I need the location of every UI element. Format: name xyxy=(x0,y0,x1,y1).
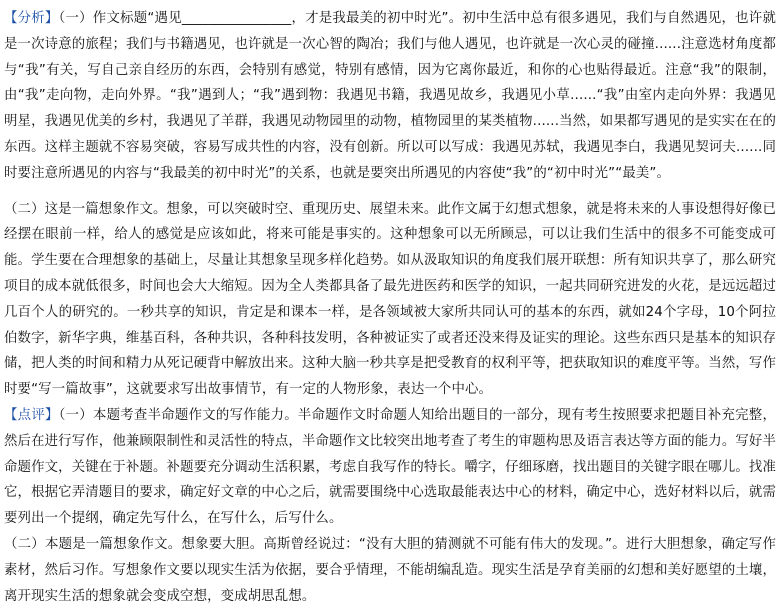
comment-paragraph-1 xyxy=(4,403,776,532)
analysis-paragraph-1 xyxy=(4,6,776,187)
analysis-text-1: （一）作文标题“遇见________________，才是我最美的初中时光”。初中生活中总有很多遇见，我们与自然遇见，也许就是一次诗意的旅程；我们与书籍遇见，也许就是一次心智的陶冶；我们与他人遇见，也许就是一次心灵的碰撞......注意选材角度都与“我”有关，写自己亲自经历的东西，会特别有感觉，特别有感情，因为它离你最近，和你的心也贴得最近。注意“我”的限制，由“我”走向物，走向外界。“我”遇到人；“我”遇到物：我遇见书籍，我遇见故乡，我遇见小草......“我”由室内走向外界：我遇见明星，我遇见优美的乡村，我遇见了羊群，我遇见动物园里的动物，植物园里的某类植物......当然，如果都写遇见的是实实在在的东西。这样主题就不容易突破，容易写成共性的内容，没有创新。所以可以写成：我遇见苏轼，我遇见李白，我遇见契诃夫......同时要注意所遇见的内容与“我最美的初中时光”的关系，也就是要突出所遇见的内容使“我”的“初中时光”“最美”。 xyxy=(4,11,776,181)
paragraph-spacer xyxy=(4,187,776,197)
analysis-text-2: （二）这是一篇想象作文。想象，可以突破时空、重现历史、展望未来。此作文属于幻想式想象，就是将未来的人事设想得好像已经摆在眼前一样，给人的感觉是应该如此，将来可能是事实的。这种想象可以无所顾忌，可以让我们生活中的很多不可能变成可能。学生要在合理想象的基础上，尽量让其想象呈现多样化趋势。如从汲取知识的角度我们展开联想：所有知识共享了，那么研究项目的成本就低很多，时间也会大大缩短。因为全人类都具备了最先进医药和医学的知识，一起共同研究进发的火花，是远远超过几百个人的研究的。一秒共享的知识，肯定是和课本一样，是各领域被大家所共同认可的基本的东西，就如24个字母，10个阿拉伯数字，新华字典，维基百科，各种共识，各种科技发明，各种被证实了或者还没来得及证实的理论。这些东西只是基本的知识存储，把人类的时间和精力从死记硬背中解放出来。这种大脑一秒共享是把受教育的权利平等，把获取知识的难度平等。当然，写作时要“写一篇故事”，这就要求写出故事情节，有一定的人物形象，表达一个中心。 xyxy=(4,201,776,398)
analysis-paragraph-2 xyxy=(4,197,776,403)
comment-text-1: （一）本题考查半命题作文的写作能力。半命题作文时命题人知给出题目的一部分，现有考生按照要求把题目补充完整，然后在进行写作，他兼顾限制性和灵活性的特点，半命题作文比较突出地考查了考生的审题构思及语言表达等方面的能力。写好半命题作文，关键在于补题。补题要充分调动生活积累，考虑自我写作的特长。嚼字，仔细琢磨，找出题目的关键字眼在哪儿。找准它，根据它弄清题目的要求，确定好文章的中心之后，就需要围绕中心选取最能表达中心的材料，确定中心，选好材料以后，就需要列出一个提纲，确定先写什么，在写什么，后写什么。 xyxy=(4,407,776,527)
comment-text-2: （二）本题是一篇想象作文。想象要大胆。高斯曾经说过：“没有大胆的猜测就不可能有伟大的发现。”。进行大胆想象，确定写作素材，然后习作。写想象作文要以现实生活为依据，要合乎情理，不能胡编乱造。现实生活是孕育美丽的幻想和美好愿望的土壤，离开现实生活的想象就会变成空想，变成胡思乱想。 xyxy=(4,536,776,604)
comment-tag: 【点评】 xyxy=(4,407,59,423)
analysis-tag: 【分析】 xyxy=(4,11,59,26)
comment-paragraph-2 xyxy=(4,532,776,609)
